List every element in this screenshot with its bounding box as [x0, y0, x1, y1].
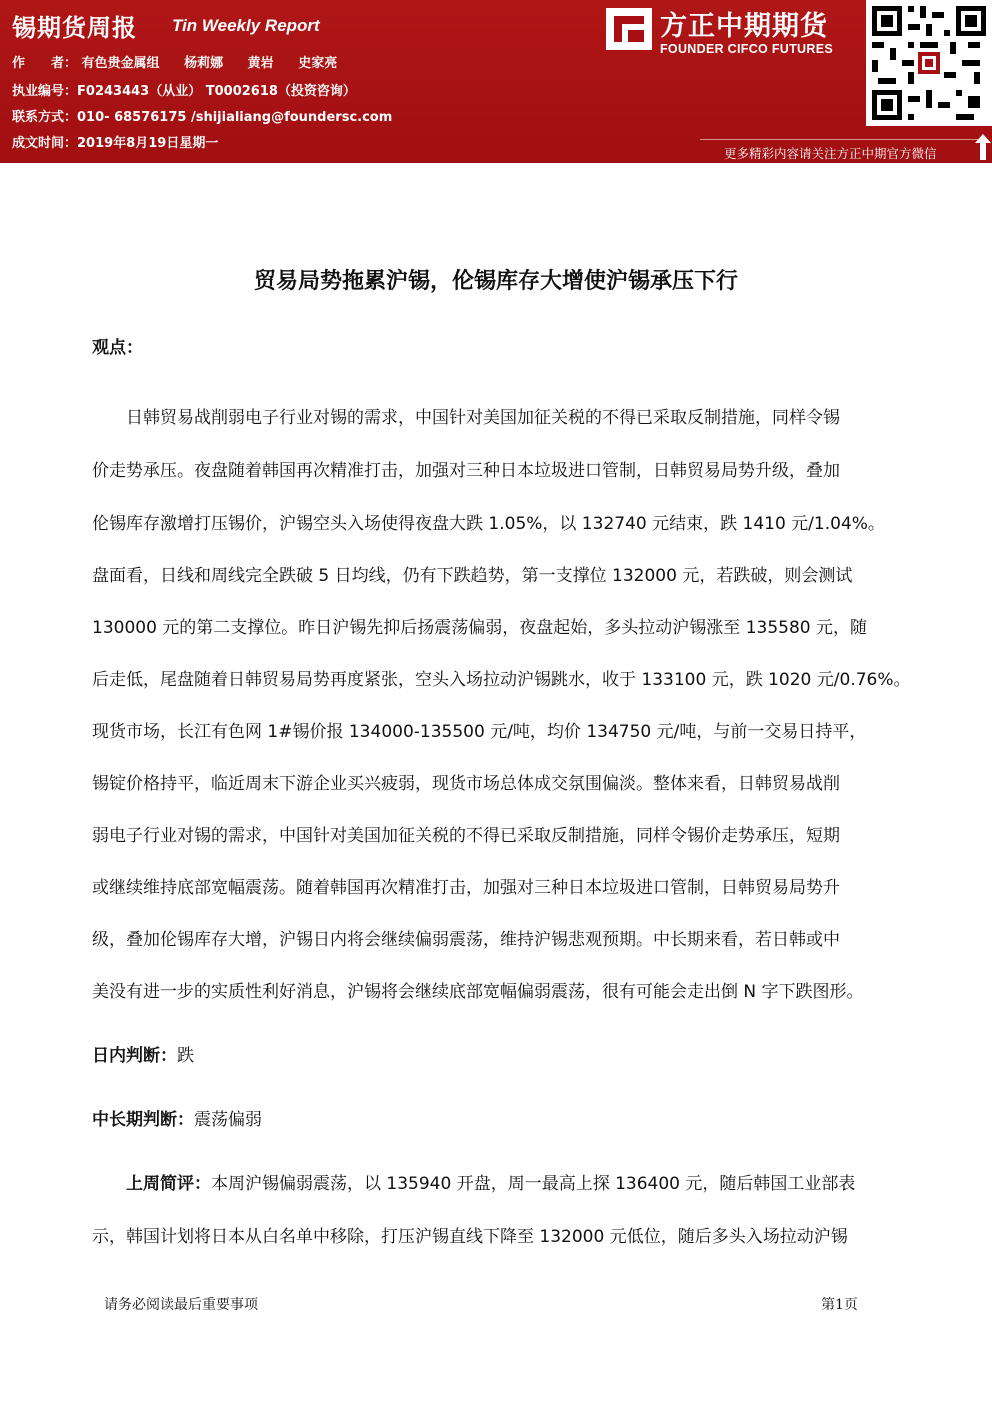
- report-title-en: Tin Weekly Report: [172, 16, 320, 35]
- paragraph-line: 130000 元的第二支撑位。昨日沪锡先抑后扬震荡偏弱，夜盘起始，多头拉动沪锡涨至 135580 元，随: [92, 618, 868, 638]
- contact-value[interactable]: 010- 68576175 /shijialiang@foundersc.com: [77, 110, 393, 125]
- company-name-cn: 方正中期期货: [660, 11, 828, 42]
- author-name: 黄岩: [247, 56, 274, 71]
- paragraph-line: 伦锡库存激增打压锡价，沪锡空头入场使得夜盘大跌 1.05%，以 132740 元结束，跌 1410 元/1.04%。: [92, 514, 885, 534]
- review-text: 本周沪锡偏弱震荡，以 135940 开盘，周一最高上探 136400 元，随后韩国工业部表: [211, 1174, 856, 1194]
- license-label: 执业编号：: [12, 84, 78, 99]
- follow-wechat-text: 更多精彩内容请关注方正中期官方微信: [724, 146, 937, 161]
- company-name-en: FOUNDER CIFCO FUTURES: [660, 42, 833, 56]
- paragraph-line: 后走低，尾盘随着日韩贸易局势再度紧张，空头入场拉动沪锡跳水，收于 133100 元，跌 1020 元/0.76%。: [92, 670, 911, 690]
- company-logo-icon: [606, 8, 652, 50]
- up-arrow-icon: [975, 134, 991, 160]
- longterm-label: 中长期判断：: [92, 1110, 194, 1130]
- paragraph-line: 盘面看，日线和周线完全跌破 5 日均线，仍有下跌趋势，第一支撑位 132000 元，若跌破，则会测试: [92, 566, 853, 586]
- date-line: [12, 132, 218, 151]
- paragraph-line: 级，叠加伦锡库存大增，沪锡日内将会继续偏弱震荡，维持沪锡悲观预期。中长期来看，若日韩或中: [92, 930, 840, 950]
- license-value: F0243443（从业） T0002618（投资咨询）: [77, 84, 356, 99]
- contact-label: 联系方式：: [12, 110, 78, 125]
- footer-disclaimer[interactable]: 请务必阅读最后重要事项: [104, 1297, 258, 1313]
- author-line: [12, 52, 357, 71]
- page-number: 第1页: [821, 1297, 858, 1313]
- longterm-judgement: [92, 1105, 262, 1130]
- paragraph-line: 弱电子行业对锡的需求，中国针对美国加征关税的不得已采取反制措施，同样令锡价走势承压，短期: [92, 826, 840, 846]
- paragraph-line: 价走势承压。夜盘随着韩国再次精准打击，加强对三种日本垃圾进口管制，日韩贸易局势升级，叠加: [92, 461, 840, 481]
- author-group: 有色贵金属组: [81, 56, 160, 71]
- paragraph-line: 日韩贸易战削弱电子行业对锡的需求，中国针对美国加征关税的不得已采取反制措施，同样令锡: [92, 408, 840, 428]
- qr-code-icon: [866, 0, 992, 126]
- paragraph-line: 锡锭价格持平，临近周末下游企业买兴疲弱，现货市场总体成交氛围偏淡。整体来看，日韩贸易战削: [92, 774, 840, 794]
- viewpoint-label: 观点：: [92, 338, 143, 358]
- review-line: 示，韩国计划将日本从白名单中移除，打压沪锡直线下降至 132000 元低位，随后多头入场拉动沪锡: [92, 1227, 848, 1247]
- document-title: 贸易局势拖累沪锡，伦锡库存大增使沪锡承压下行: [253, 269, 738, 294]
- header-divider: [700, 139, 980, 140]
- author-name: 史家亮: [298, 56, 338, 71]
- weekly-review-line: [126, 1169, 855, 1194]
- license-line: [12, 80, 356, 99]
- report-header: [0, 0, 992, 163]
- contact-line: [12, 106, 392, 125]
- intraday-value: 跌: [177, 1046, 194, 1066]
- report-title: 锡期货周报: [12, 14, 137, 42]
- intraday-judgement: [92, 1041, 194, 1066]
- longterm-value: 震荡偏弱: [194, 1110, 262, 1130]
- date-label: 成文时间：: [12, 136, 78, 151]
- intraday-label: 日内判断：: [92, 1046, 177, 1066]
- paragraph-line: 现货市场，长江有色网 1#锡价报 134000-135500 元/吨，均价 134750 元/吨，与前一交易日持平，: [92, 722, 867, 742]
- author-label: 作 者：: [12, 56, 78, 71]
- author-name: 杨莉娜: [184, 56, 224, 71]
- paragraph-line: 美没有进一步的实质性利好消息，沪锡将会继续底部宽幅偏弱震荡，很有可能会走出倒 N 字下跌图形。: [92, 982, 864, 1002]
- paragraph-line: 或继续维持底部宽幅震荡。随着韩国再次精准打击，加强对三种日本垃圾进口管制，日韩贸易局势升: [92, 878, 840, 898]
- review-label: 上周简评：: [126, 1174, 211, 1194]
- date-value: 2019年8月19日星期一: [77, 136, 219, 151]
